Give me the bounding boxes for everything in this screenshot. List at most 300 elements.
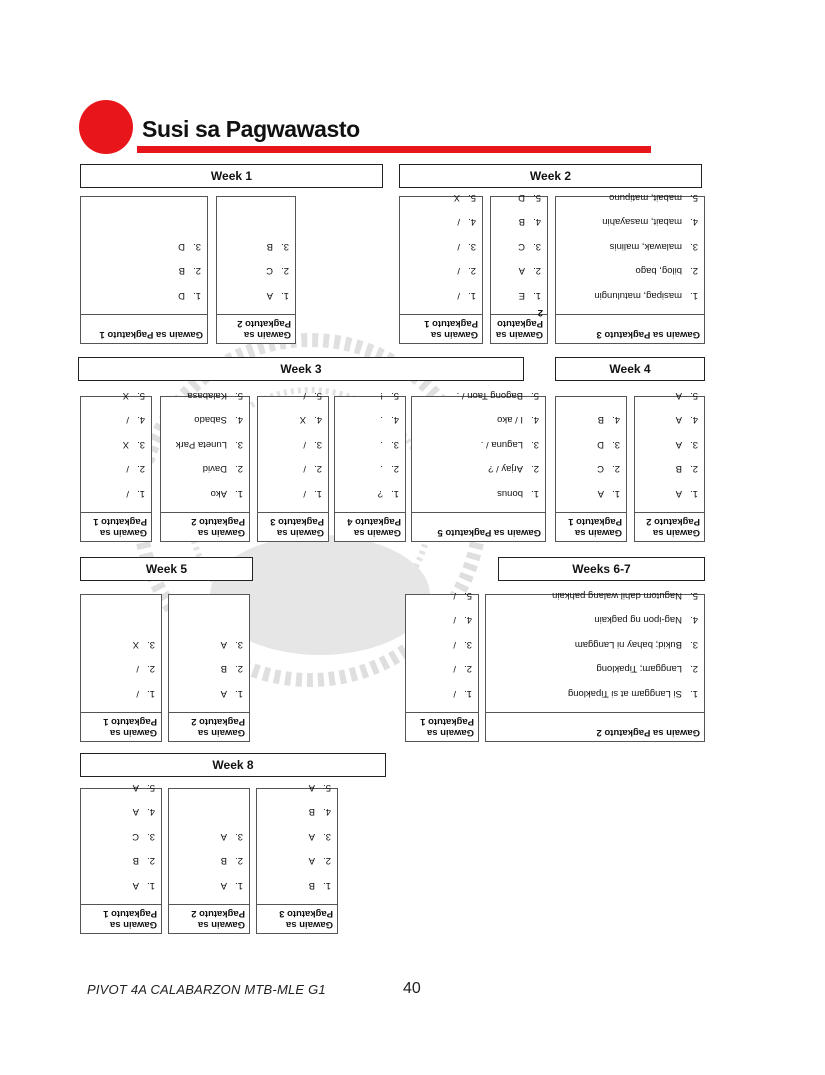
title-underline (137, 146, 651, 153)
week-3-header: Week 3 (78, 357, 524, 381)
answer-text: A (220, 639, 227, 650)
answer-item (639, 383, 698, 408)
week3-gawain-2-card (160, 390, 250, 542)
answer-text: / (303, 463, 306, 475)
answer-item (404, 185, 476, 210)
item-number: 2. (314, 463, 322, 475)
item-number: 3. (690, 241, 698, 252)
answer-item (490, 583, 698, 608)
answer-text: B (178, 265, 185, 277)
answer-item (261, 799, 331, 824)
card-header: Gawain sa Pagkatuto 1 (81, 904, 161, 933)
item-number: 3. (147, 639, 155, 650)
answer-item (416, 456, 539, 481)
item-number: 5. (531, 390, 539, 401)
item-number: 1. (235, 688, 243, 699)
answer-item (85, 283, 201, 308)
week8-gawain-2-card (168, 788, 250, 934)
answer-item (339, 456, 399, 481)
answer-text: B (132, 855, 139, 867)
answer-item (410, 583, 472, 608)
item-number: 1. (323, 880, 331, 891)
item-number: 2. (281, 265, 289, 277)
week-4-header: Week 4 (555, 357, 705, 381)
answer-text: ? (377, 488, 383, 499)
answer-item (410, 681, 472, 706)
answer-item (495, 185, 541, 210)
answer-item (165, 383, 243, 408)
card-header: Gawain sa Pagkatuto 3 (556, 314, 704, 343)
answer-text: A (132, 880, 139, 891)
item-number: 4. (690, 216, 698, 228)
answer-text: A (220, 880, 227, 891)
item-number: 5. (690, 390, 698, 401)
week2-gawain-3-card (555, 192, 705, 344)
answer-item (261, 873, 331, 898)
answer-text: A (308, 782, 315, 793)
answer-item (85, 824, 155, 849)
item-number: 2. (147, 663, 155, 675)
answer-text: A (675, 439, 682, 450)
card-header: Gawain sa Pagkatuto 1 (406, 712, 478, 741)
answer-item (339, 407, 399, 432)
answer-text: C (132, 831, 139, 842)
answer-item (404, 283, 476, 308)
answer-text: / (457, 265, 460, 277)
week2-gawain-1-card (399, 192, 483, 344)
weeks-6-7-header: Weeks 6-7 (498, 557, 705, 581)
answer-item (221, 258, 289, 283)
item-number: 4. (147, 806, 155, 818)
answer-text: / (126, 414, 129, 426)
answer-item (165, 481, 243, 506)
item-number: 4. (235, 414, 243, 426)
item-number: 2. (533, 265, 541, 277)
item-number: 5. (314, 390, 322, 401)
item-number: 4. (464, 614, 472, 626)
item-number: 1. (690, 290, 698, 301)
item-number: 2. (235, 855, 243, 867)
answer-text: B (308, 880, 315, 891)
item-number: 3. (235, 639, 243, 650)
answer-text: mabait, masayahin (602, 216, 682, 228)
answer-item (416, 383, 539, 408)
item-number: 3. (314, 439, 322, 450)
answer-item (560, 209, 698, 234)
answer-item (410, 632, 472, 657)
answer-text: A (308, 831, 315, 842)
week-5-header: Week 5 (80, 557, 253, 581)
item-number: 5. (468, 192, 476, 203)
answer-text: A (675, 488, 682, 499)
week-1-header: Week 1 (80, 164, 383, 188)
answer-item (85, 432, 145, 457)
item-number: 5. (137, 390, 145, 401)
card-header: Gawain sa Pagkatuto 1 (400, 314, 482, 343)
answer-text: / (303, 390, 306, 401)
answer-item (404, 258, 476, 283)
answer-item (85, 656, 155, 681)
answer-item (262, 432, 322, 457)
item-number: 3. (235, 439, 243, 450)
item-number: 3. (468, 241, 476, 252)
answer-text: bonus (497, 488, 523, 499)
answer-item (173, 848, 243, 873)
answer-item (404, 234, 476, 259)
answer-item (262, 383, 322, 408)
answer-item (560, 432, 620, 457)
item-number: 5. (323, 782, 331, 793)
card-header: Gawain sa Pagkatuto 1 (81, 712, 161, 741)
page-title: Susi sa Pagwawasto (142, 116, 360, 142)
answer-item (495, 234, 541, 259)
answer-text: David (202, 463, 227, 475)
answer-item (85, 407, 145, 432)
item-number: 3. (281, 241, 289, 252)
item-number: 2. (690, 265, 698, 277)
item-number: 3. (137, 439, 145, 450)
answer-text: C (266, 265, 273, 277)
answer-text: Si Langgam at si Tipaklong (567, 688, 682, 699)
answer-text: Nag-ipon ng pagkain (594, 614, 682, 626)
card-header: Gawain sa Pagkatuto 2 (635, 512, 704, 541)
item-number: 1. (531, 488, 539, 499)
answer-item (560, 456, 620, 481)
card-header: Gawain sa Pagkatuto 2 (169, 904, 249, 933)
item-number: 1. (533, 290, 541, 301)
answer-item (173, 824, 243, 849)
answer-item (560, 258, 698, 283)
item-number: 5. (147, 782, 155, 793)
item-number: 4. (612, 414, 620, 426)
answer-item (85, 873, 155, 898)
item-number: 3. (464, 639, 472, 650)
answer-item (85, 799, 155, 824)
answer-item (165, 432, 243, 457)
answer-item (416, 407, 539, 432)
item-number: 3. (690, 639, 698, 650)
answer-item (262, 456, 322, 481)
week2-gawain-2-card (490, 192, 548, 344)
answer-text: B (675, 463, 682, 475)
card-header: Gawain sa Pagkatuto 2 (486, 712, 704, 741)
answer-item (560, 283, 698, 308)
item-number: 1. (468, 290, 476, 301)
item-number: 2. (235, 663, 243, 675)
week1-gawain-2-card (216, 196, 296, 344)
answer-item (560, 185, 698, 210)
answer-item (639, 432, 698, 457)
answer-text: A (220, 831, 227, 842)
item-number: 1. (235, 488, 243, 499)
week67-gawain-2-card (485, 590, 705, 742)
answer-text: X (122, 390, 129, 401)
item-number: 2. (612, 463, 620, 475)
answer-text: B (308, 806, 315, 818)
answer-text: / (303, 439, 306, 450)
item-number: 1. (281, 290, 289, 301)
item-number: 5. (690, 192, 698, 203)
answer-item (165, 407, 243, 432)
week4-gawain-1-card (555, 396, 627, 542)
item-number: 3. (531, 439, 539, 450)
answer-text: / (453, 590, 456, 601)
answer-text: X (453, 192, 460, 203)
answer-text: Laguna / . (480, 439, 523, 450)
answer-text: X (299, 414, 306, 426)
answer-text: Ako (210, 488, 227, 499)
answer-item (639, 407, 698, 432)
footer-text: PIVOT 4A CALABARZON MTB-MLE G1 (87, 982, 326, 997)
answer-item (173, 873, 243, 898)
card-header: Gawain sa Pagkatuto 1 (81, 512, 151, 541)
answer-text: B (220, 663, 227, 675)
week5-gawain-2-card (168, 594, 250, 742)
answer-item (495, 258, 541, 283)
item-number: 2. (137, 463, 145, 475)
item-number: 1. (690, 488, 698, 499)
answer-item (85, 258, 201, 283)
answer-text: A (597, 488, 604, 499)
week5-gawain-1-card (80, 594, 162, 742)
answer-item (221, 234, 289, 259)
answer-text: I / ako (497, 414, 523, 426)
item-number: 4. (391, 414, 399, 426)
answer-item (261, 848, 331, 873)
answer-text: / (303, 488, 306, 499)
card-header: Gawain sa Pagkatuto 2 (169, 712, 249, 741)
answer-text: ! (380, 390, 383, 401)
answer-item (339, 432, 399, 457)
answer-text: B (220, 855, 227, 867)
item-number: 1. (235, 880, 243, 891)
item-number: 5. (690, 590, 698, 601)
answer-item (639, 481, 698, 506)
answer-text: / (453, 663, 456, 675)
answer-item (416, 481, 539, 506)
item-number: 3. (533, 241, 541, 252)
answer-text: X (122, 439, 129, 450)
answer-item (173, 681, 243, 706)
week4-gawain-2-card (634, 390, 705, 542)
answer-item (262, 481, 322, 506)
answer-item (416, 432, 539, 457)
answer-text: / (457, 216, 460, 228)
answer-item (490, 681, 698, 706)
answer-text: A (132, 782, 139, 793)
answer-text: B (266, 241, 273, 252)
answer-text: B (518, 216, 525, 228)
item-number: 1. (147, 880, 155, 891)
answer-text: Nagutom dahil walang pahkain (552, 590, 682, 601)
answer-item (404, 209, 476, 234)
item-number: 4. (314, 414, 322, 426)
item-number: 1. (147, 688, 155, 699)
answer-text: Langgam; Tipaklong (596, 663, 682, 675)
answer-text: Arjay / ? (488, 463, 523, 475)
answer-text: / (453, 639, 456, 650)
week1-gawain-1-card (80, 196, 208, 344)
answer-item (410, 656, 472, 681)
card-header: Gawain sa Pagkatuto 3 (258, 512, 328, 541)
item-number: 1. (193, 290, 201, 301)
answer-item (85, 456, 145, 481)
answer-text: / (457, 290, 460, 301)
item-number: 1. (137, 488, 145, 499)
answer-text: / (136, 663, 139, 675)
answer-text: A (220, 688, 227, 699)
item-number: 2. (235, 463, 243, 475)
item-number: 2. (690, 463, 698, 475)
answer-item (173, 632, 243, 657)
item-number: 2. (323, 855, 331, 867)
answer-item (85, 632, 155, 657)
item-number: 3. (612, 439, 620, 450)
answer-item (85, 681, 155, 706)
card-header: Gawain sa Pagkatuto 2 (491, 314, 547, 343)
answer-text: B (597, 414, 604, 426)
card-header: Gawain sa Pagkatuto 2 (217, 314, 295, 343)
week3-gawain-4-card (334, 390, 406, 542)
answer-text: C (518, 241, 525, 252)
answer-text: malawak, malinis (609, 241, 682, 252)
answer-item (490, 607, 698, 632)
title-circle-icon (79, 100, 133, 154)
card-header: Gawain sa Pagkatuto 2 (161, 512, 249, 541)
item-number: 1. (464, 688, 472, 699)
answer-text: / (126, 488, 129, 499)
item-number: 4. (468, 216, 476, 228)
answer-text: C (597, 463, 604, 475)
week3-gawain-1-card (80, 390, 152, 542)
answer-item (261, 775, 331, 800)
answer-item (261, 824, 331, 849)
week-8-header: Week 8 (80, 753, 386, 777)
answer-text: . (380, 463, 383, 475)
item-number: 4. (323, 806, 331, 818)
answer-text: / (453, 688, 456, 699)
answer-item (165, 456, 243, 481)
week-2-header: Week 2 (399, 164, 702, 188)
item-number: 1. (314, 488, 322, 499)
answer-text: / (457, 241, 460, 252)
answer-text: bilog, bago (635, 265, 682, 277)
answer-text: D (178, 241, 185, 252)
answer-text: D (178, 290, 185, 301)
answer-item (85, 481, 145, 506)
answer-item (639, 456, 698, 481)
item-number: 2. (690, 663, 698, 675)
item-number: 3. (391, 439, 399, 450)
card-header: Gawain sa Pagkatuto 4 (335, 512, 405, 541)
answer-text: masipag, matulungin (594, 290, 682, 301)
answer-item (85, 848, 155, 873)
answer-text: A (266, 290, 273, 301)
week67-gawain-1-card (405, 590, 479, 742)
item-number: 3. (147, 831, 155, 842)
answer-text: A (132, 806, 139, 818)
item-number: 3. (690, 439, 698, 450)
week8-gawain-3-card (256, 782, 338, 934)
item-number: 4. (533, 216, 541, 228)
answer-text: mabait, matipuno (609, 192, 682, 203)
card-header: Gawain sa Pagkatuto 1 (81, 314, 207, 343)
answer-text: E (518, 290, 525, 301)
answer-text: Luneta Park (175, 439, 227, 450)
item-number: 5. (391, 390, 399, 401)
card-header: Gawain sa Pagkatuto 1 (556, 512, 626, 541)
answer-text: A (675, 414, 682, 426)
answer-item (560, 234, 698, 259)
answer-text: A (518, 265, 525, 277)
week3-gawain-3-card (257, 390, 329, 542)
answer-text: / (136, 688, 139, 699)
item-number: 2. (193, 265, 201, 277)
week3-gawain-5-card (411, 390, 546, 542)
item-number: 2. (391, 463, 399, 475)
item-number: 5. (533, 192, 541, 203)
item-number: 2. (468, 265, 476, 277)
item-number: 4. (137, 414, 145, 426)
item-number: 2. (531, 463, 539, 475)
card-header: Gawain sa Pagkatuto 5 (412, 512, 545, 541)
answer-text: X (132, 639, 139, 650)
item-number: 2. (464, 663, 472, 675)
answer-text: Bukid; bahay ni Langgam (574, 639, 682, 650)
answer-item (262, 407, 322, 432)
item-number: 5. (235, 390, 243, 401)
answer-item (495, 283, 541, 308)
item-number: 2. (147, 855, 155, 867)
answer-text: Sabado (194, 414, 227, 426)
answer-item (560, 481, 620, 506)
answer-item (85, 775, 155, 800)
answer-text: . (380, 414, 383, 426)
item-number: 1. (690, 688, 698, 699)
item-number: 4. (531, 414, 539, 426)
answer-item (339, 481, 399, 506)
answer-item (173, 656, 243, 681)
answer-item (221, 283, 289, 308)
item-number: 3. (235, 831, 243, 842)
item-number: 1. (391, 488, 399, 499)
answer-item (339, 383, 399, 408)
page-number: 40 (403, 980, 421, 997)
item-number: 4. (690, 414, 698, 426)
answer-item (495, 209, 541, 234)
item-number: 5. (464, 590, 472, 601)
answer-text: / (126, 463, 129, 475)
answer-item (410, 607, 472, 632)
answer-text: Bagong Taon / . (456, 390, 523, 401)
week8-gawain-1-card (80, 782, 162, 934)
answer-text: Kalabasa (187, 390, 227, 401)
item-number: 3. (193, 241, 201, 252)
answer-text: A (675, 390, 682, 401)
item-number: 1. (612, 488, 620, 499)
answer-item (560, 407, 620, 432)
answer-item (85, 383, 145, 408)
item-number: 4. (690, 614, 698, 626)
answer-item (490, 656, 698, 681)
card-header: Gawain sa Pagkatuto 3 (257, 904, 337, 933)
answer-text: D (597, 439, 604, 450)
answer-text: A (308, 855, 315, 867)
answer-item (490, 632, 698, 657)
item-number: 3. (323, 831, 331, 842)
answer-text: D (518, 192, 525, 203)
answer-text: . (380, 439, 383, 450)
